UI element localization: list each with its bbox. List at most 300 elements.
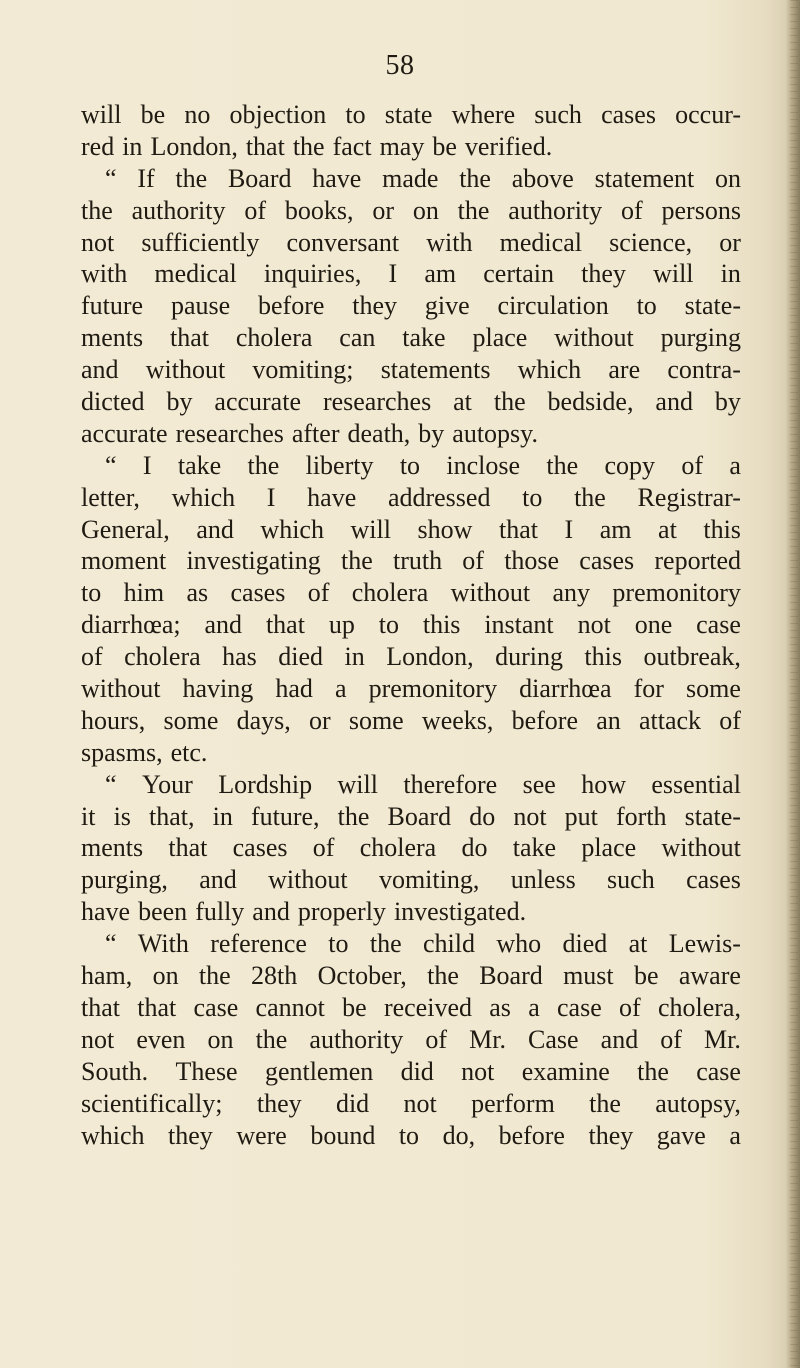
- text-line-20: [81, 705, 741, 737]
- word: examine: [521, 1056, 610, 1086]
- word: General,: [81, 514, 170, 544]
- word: letter,: [81, 482, 140, 512]
- word: occur-: [675, 100, 741, 129]
- word: the: [459, 163, 491, 193]
- text-line-15: [81, 545, 741, 577]
- word: copy: [604, 450, 655, 480]
- word: and: [655, 387, 693, 417]
- word: etc.: [170, 737, 208, 767]
- word: which: [517, 355, 582, 385]
- word: during: [495, 642, 563, 672]
- word: spasms,: [81, 737, 163, 767]
- word: the: [369, 929, 402, 959]
- word: with: [426, 227, 473, 257]
- word: autopsy.: [452, 418, 538, 448]
- word: science,: [609, 227, 693, 257]
- text-line-2: [81, 131, 741, 163]
- text-line-31: [81, 1056, 741, 1088]
- word: ham,: [81, 961, 133, 991]
- word: verified.: [464, 131, 553, 161]
- word: a: [334, 674, 347, 704]
- word: With: [137, 929, 189, 959]
- word: cases: [579, 546, 635, 576]
- word: even: [136, 1024, 186, 1054]
- word: pause: [170, 291, 231, 321]
- word: properly: [297, 897, 386, 927]
- word: medical: [154, 259, 237, 289]
- word: no: [184, 100, 211, 129]
- word: unless: [510, 865, 576, 895]
- word: such: [534, 100, 582, 129]
- word: of: [719, 705, 741, 735]
- word: having: [182, 674, 254, 704]
- word: show: [417, 514, 473, 544]
- word: autopsy,: [655, 1088, 741, 1118]
- word: him: [123, 578, 165, 608]
- word: outbreak,: [643, 642, 741, 672]
- word: statement: [594, 163, 695, 193]
- word: or: [372, 195, 394, 225]
- text-line-11: [81, 418, 741, 450]
- text-line-30: [81, 1024, 741, 1056]
- text-body: [81, 99, 741, 1151]
- word: and: [252, 897, 290, 927]
- word: Board: [227, 163, 292, 193]
- word: the: [637, 1056, 669, 1086]
- word: the: [427, 961, 459, 991]
- text-line-33: [81, 1120, 741, 1152]
- word: how: [581, 769, 626, 799]
- word: to: [398, 1120, 420, 1150]
- word: take: [177, 450, 222, 480]
- word: hours,: [81, 705, 146, 735]
- page-edge-lines: [790, 0, 798, 1368]
- word: vomiting;: [252, 355, 354, 385]
- word: to: [522, 482, 543, 512]
- word: “: [105, 929, 117, 959]
- word: up: [328, 610, 355, 640]
- text-line-16: [81, 577, 741, 609]
- word: “: [105, 163, 117, 193]
- text-line-25: [81, 864, 741, 896]
- word: or: [308, 705, 331, 735]
- word: some: [348, 705, 404, 735]
- word: this: [584, 642, 622, 672]
- word: of: [307, 578, 330, 608]
- word: gave: [656, 1120, 706, 1150]
- word: a: [528, 992, 540, 1022]
- word: they: [256, 1088, 302, 1118]
- word: essential: [651, 769, 741, 799]
- word: one: [634, 610, 673, 640]
- word: October,: [317, 961, 407, 991]
- word: before: [511, 705, 579, 735]
- word: accurate: [81, 418, 168, 448]
- word: with: [81, 259, 128, 289]
- word: fully: [195, 897, 245, 927]
- word: case: [193, 992, 239, 1022]
- word: of: [660, 1024, 682, 1054]
- word: they: [588, 1120, 634, 1150]
- word: can: [339, 323, 376, 353]
- word: before: [258, 291, 325, 321]
- word: Board: [479, 961, 543, 991]
- word: not: [403, 1088, 437, 1118]
- word: books,: [284, 195, 354, 225]
- word: 28th: [251, 961, 298, 991]
- word: and: [81, 355, 119, 385]
- word: cases: [230, 578, 286, 608]
- word: bedside,: [547, 387, 634, 417]
- text-line-7: [81, 290, 741, 322]
- word: put: [564, 801, 598, 831]
- word: as: [186, 578, 209, 608]
- word: ments: [81, 323, 144, 353]
- word: take: [512, 833, 557, 863]
- word: may: [379, 131, 425, 161]
- word: will: [81, 100, 122, 129]
- word: South.: [81, 1056, 149, 1086]
- word: inquiries,: [263, 259, 362, 289]
- word: forth: [616, 801, 667, 831]
- word: of: [621, 195, 643, 225]
- text-line-19: [81, 673, 741, 705]
- word: child: [422, 929, 475, 959]
- word: to: [328, 929, 349, 959]
- word: that: [170, 323, 209, 353]
- word: which: [81, 1120, 145, 1150]
- word: are: [608, 355, 641, 385]
- word: truth: [392, 546, 443, 576]
- word: purging,: [81, 865, 168, 895]
- word: after: [291, 418, 340, 448]
- word: above: [511, 163, 574, 193]
- text-line-3: [81, 163, 741, 195]
- text-line-10: [81, 386, 741, 418]
- word: ments: [81, 833, 144, 863]
- word: have: [307, 482, 357, 512]
- word: who: [496, 929, 542, 959]
- word: authority: [309, 1024, 404, 1054]
- text-line-17: [81, 609, 741, 641]
- word: not: [461, 1056, 495, 1086]
- word: cholera: [351, 578, 429, 608]
- text-line-21: [81, 737, 741, 769]
- word: without: [450, 578, 531, 608]
- text-line-5: [81, 227, 741, 259]
- word: it: [81, 801, 96, 831]
- word: of: [619, 992, 641, 1022]
- word: of: [462, 546, 484, 576]
- word: which: [171, 482, 236, 512]
- word: conversant: [286, 227, 400, 257]
- word: bound: [310, 1120, 376, 1150]
- word: do: [469, 801, 496, 831]
- word: had: [275, 674, 313, 704]
- word: be: [140, 100, 166, 129]
- word: as: [489, 992, 511, 1022]
- word: attack: [638, 705, 702, 735]
- word: therefore: [403, 769, 498, 799]
- word: be: [633, 961, 659, 991]
- word: am: [599, 514, 632, 544]
- word: of: [425, 1024, 448, 1054]
- word: of: [244, 195, 266, 225]
- text-line-1: [81, 99, 741, 131]
- word: weeks,: [421, 705, 494, 735]
- word: the: [337, 801, 370, 831]
- word: by: [166, 387, 193, 417]
- word: liberty: [305, 450, 374, 480]
- word: where: [451, 100, 516, 129]
- word: Mr.: [469, 1024, 506, 1054]
- word: persons: [661, 195, 741, 225]
- word: investigating: [186, 546, 321, 576]
- page-number: 58: [385, 50, 415, 81]
- word: has: [222, 642, 257, 672]
- word: at: [628, 929, 648, 959]
- word: to: [399, 450, 421, 480]
- word: “: [105, 450, 117, 480]
- word: cases: [601, 100, 656, 129]
- word: the: [457, 195, 490, 225]
- text-line-4: [81, 195, 741, 227]
- text-line-32: [81, 1088, 741, 1120]
- word: take: [402, 323, 446, 353]
- word: case: [696, 610, 741, 640]
- word: authority: [508, 195, 603, 225]
- word: to: [81, 578, 102, 608]
- word: premonitory: [368, 674, 498, 704]
- word: that: [168, 833, 208, 863]
- word: not: [513, 801, 547, 831]
- word: case: [557, 992, 602, 1022]
- word: certain: [483, 259, 554, 289]
- word: without: [268, 865, 348, 895]
- word: death,: [347, 418, 411, 448]
- word: sufficiently: [141, 227, 260, 257]
- word: at: [453, 387, 472, 417]
- word: If: [137, 163, 155, 193]
- word: gentlemen: [264, 1056, 374, 1086]
- word: by: [714, 387, 741, 417]
- word: at: [658, 514, 677, 544]
- word: cases: [232, 833, 288, 863]
- word: have: [81, 897, 131, 927]
- word: objection: [229, 100, 327, 129]
- word: addressed: [387, 482, 491, 512]
- word: on: [207, 1024, 234, 1054]
- word: that: [245, 131, 285, 161]
- word: that: [137, 992, 177, 1022]
- word: that,: [149, 801, 195, 831]
- word: did: [335, 1088, 370, 1118]
- word: did: [400, 1056, 434, 1086]
- word: to: [345, 100, 366, 129]
- word: the: [247, 450, 280, 480]
- word: in: [212, 801, 233, 831]
- word: an: [596, 705, 621, 735]
- word: aware: [678, 961, 741, 991]
- word: reported: [654, 546, 741, 576]
- word: by: [418, 418, 445, 448]
- word: to: [378, 610, 399, 640]
- word: the: [81, 195, 113, 225]
- word: any: [552, 578, 591, 608]
- word: days,: [236, 705, 291, 735]
- word: Registrar-: [637, 482, 741, 512]
- word: that: [498, 514, 538, 544]
- word: be: [432, 131, 457, 161]
- word: that: [81, 992, 120, 1022]
- word: must: [563, 961, 614, 991]
- word: those: [504, 546, 560, 576]
- word: cholera: [235, 323, 313, 353]
- word: I: [142, 450, 152, 480]
- word: state-: [684, 291, 741, 321]
- word: the: [175, 163, 208, 193]
- word: and: [196, 514, 234, 544]
- word: before: [498, 1120, 565, 1150]
- word: researches: [322, 387, 432, 417]
- word: not: [81, 227, 115, 257]
- word: the: [198, 961, 231, 991]
- word: cases: [686, 865, 741, 895]
- text-line-28: [81, 960, 741, 992]
- word: give: [424, 291, 470, 321]
- word: place: [472, 323, 528, 353]
- word: state-: [684, 801, 741, 831]
- word: were: [236, 1120, 287, 1150]
- word: not: [81, 1024, 115, 1054]
- word: I: [266, 482, 276, 512]
- word: without: [661, 833, 741, 863]
- word: Lewis-: [668, 929, 741, 959]
- word: without: [554, 323, 634, 353]
- word: state: [384, 100, 433, 129]
- word: circulation: [497, 291, 609, 321]
- word: see: [522, 769, 556, 799]
- word: These: [175, 1056, 238, 1086]
- word: fact: [332, 131, 372, 161]
- text-line-13: [81, 482, 741, 514]
- word: cannot: [255, 992, 325, 1022]
- word: on: [412, 195, 439, 225]
- word: this: [422, 610, 461, 640]
- word: the: [546, 450, 579, 480]
- word: the: [574, 482, 606, 512]
- word: or: [719, 227, 741, 257]
- word: contra-: [667, 355, 741, 385]
- word: accurate: [214, 387, 301, 417]
- word: in: [344, 642, 365, 672]
- word: the: [493, 387, 526, 417]
- word: they: [168, 1120, 213, 1150]
- word: which: [260, 514, 324, 544]
- word: cholera: [359, 833, 437, 863]
- word: and: [199, 865, 237, 895]
- word: London,: [150, 131, 238, 161]
- text-line-6: [81, 258, 741, 290]
- word: a: [729, 1120, 741, 1150]
- word: on: [152, 961, 179, 991]
- text-line-24: [81, 832, 741, 864]
- word: and: [600, 1024, 639, 1054]
- text-line-9: [81, 354, 741, 386]
- word: made: [382, 163, 439, 193]
- word: the: [340, 546, 373, 576]
- word: investigated.: [393, 897, 527, 927]
- word: the: [589, 1088, 621, 1118]
- word: died: [562, 929, 608, 959]
- word: to: [636, 291, 657, 321]
- word: the: [292, 131, 325, 161]
- word: died: [278, 642, 324, 672]
- text-line-23: [81, 801, 741, 833]
- word: reference: [210, 929, 307, 959]
- text-line-22: [81, 769, 741, 801]
- word: future: [81, 291, 144, 321]
- text-line-29: [81, 992, 741, 1024]
- word: is: [113, 801, 131, 831]
- word: such: [607, 865, 655, 895]
- word: without: [81, 674, 161, 704]
- word: have: [312, 163, 362, 193]
- word: in: [122, 131, 143, 161]
- word: dicted: [81, 387, 145, 417]
- text-line-18: [81, 641, 741, 673]
- word: statements: [380, 355, 491, 385]
- word: be: [342, 992, 367, 1022]
- word: will: [337, 769, 378, 799]
- text-line-27: [81, 928, 741, 960]
- word: perform: [471, 1088, 555, 1118]
- word: red: [81, 131, 115, 161]
- word: Mr.: [704, 1024, 741, 1054]
- word: do: [461, 833, 488, 863]
- word: I: [564, 514, 574, 544]
- word: the: [255, 1024, 288, 1054]
- word: inclose: [446, 450, 521, 480]
- word: cholera,: [657, 992, 741, 1022]
- word: received: [383, 992, 472, 1022]
- word: Board: [387, 801, 452, 831]
- word: medical: [499, 227, 582, 257]
- word: diarrhœa;: [81, 610, 181, 640]
- word: of: [681, 450, 703, 480]
- word: not: [577, 610, 611, 640]
- text-line-14: [81, 514, 741, 546]
- word: instant: [484, 610, 554, 640]
- word: case: [696, 1056, 741, 1086]
- word: of: [312, 833, 335, 863]
- word: and: [204, 610, 243, 640]
- word: will: [350, 514, 391, 544]
- word: London,: [386, 642, 474, 672]
- word: they: [581, 259, 626, 289]
- word: for: [633, 674, 664, 704]
- word: researches: [175, 418, 284, 448]
- word: in: [720, 259, 741, 289]
- word: this: [703, 514, 741, 544]
- word: do,: [442, 1120, 476, 1150]
- word: I: [388, 259, 398, 289]
- word: scientifically;: [81, 1088, 223, 1118]
- word: they: [352, 291, 398, 321]
- word: moment: [81, 546, 167, 576]
- text-line-12: [81, 450, 741, 482]
- word: on: [714, 163, 741, 193]
